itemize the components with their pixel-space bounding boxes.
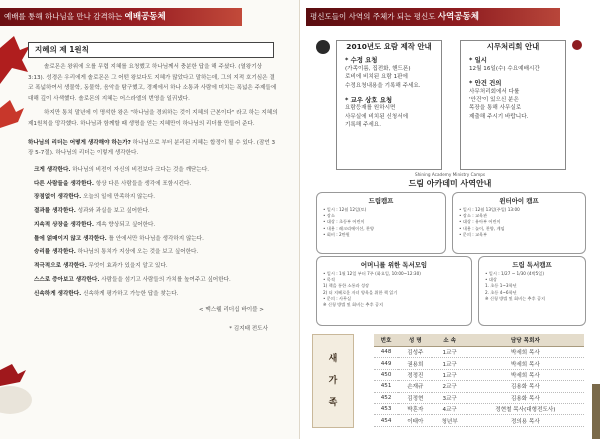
label-char: 새 [328,354,338,364]
article [28,30,280,335]
question-text: 하나님으로 부터 분리된 지혜는 합정이 될 수 있다. (잠언 3장 5-7절). 하나님의 리더는 이렇게 생각한다. [28,139,276,157]
article-source: < 맥스웰 리더십 바이블 > [198,307,264,314]
date-heading: * 일시 [469,56,487,65]
camp-line: • 문의 : 사무실 [323,295,352,301]
circle-decoration [572,40,582,50]
list-item: 승리를 생각한다. 하나님의 통치가 지상에 오는 것을 보고 싶어한다. [34,249,199,256]
camp-line: 1. 초등 1~3학년 [485,283,517,289]
label-char: 가 [328,376,338,386]
camp-line: • 일시 : 12월 12일(토) [323,207,367,212]
camp-line: • 일시 : 1월 12일 부터 7주 (화요일, 10:00~12:30) [323,271,421,276]
business-meeting-box [460,40,566,170]
list-item: 장점없이 생각한다. 오늘의 일에 만족하지 않는다. [34,194,156,201]
list-item: 크게 생각한다. 하나님의 비전이 자신의 비전보다 크다는 것을 깨닫는다. [34,166,210,173]
table-row: 448 김성주 1교구 박세희 목사 [374,347,584,358]
yearbook-notice-box [336,40,442,170]
maple-leaf-decoration [0,28,30,198]
agenda-heading: * 안건 건의 [469,79,502,88]
table-row: 454 이태아 청년부 정의용 목사 [374,415,584,426]
drim-academy-subtitle: Shining Academy Ministry Camps [414,172,486,177]
notice-line: 목장을 통해 사무실로 [469,105,522,112]
table-row: 453 박혼자 4교구 정현철 목사(대형전도사) [374,403,584,414]
camp-line: • 일시 : 12월 13일(주일) 13:00 [459,207,520,212]
mothers-reading-box [316,256,472,326]
table-row: 452 김정현 3교구 김용화 목사 [374,392,584,403]
article-paragraph: 하지만 통치 말년에 이 명석한 왕은 "하나님을 경외하는 것이 지혜의 근본이다" 라고 하는 지혜의 제1원칙을 망각했다. 하나님과 함께할 때 생명을 얻는 지혜만이 하나님의 리더를 만들어 준다. [28,110,278,127]
notice-line: 제출해 주시기 바랍니다. [469,113,529,120]
camp-line: • 대상 [485,277,497,283]
list-item: 적극적으로 생각한다. 무엇이 효과가 있을지 알고 있다. [34,263,168,270]
camp-line: 2. 초등 4~6학년 [485,289,517,295]
camp-line: ※ 신청 방법 및 회비는 추후 공지 [323,302,384,308]
camp-line: 2) 더 지혜로운 자녀 양육을 위한 책 읽기 [323,289,398,295]
column-header: 성 명 [398,334,432,347]
left-header-prefix: 예배를 통해 하나님을 만나 감격하는 [4,12,125,21]
camp-line: • 목적 [323,277,335,283]
table-header-row [374,334,584,347]
new-family-table [374,334,584,427]
right-header-title: 사역공동체 [437,12,479,22]
camp-line: • 내용 : 레크리에이션, 찬양 [323,225,374,231]
drim-academy-title: 드림 아카데미 사역안내 [408,179,492,188]
drim-camp-box [316,192,446,254]
camp-line: • 문의 : 교육부 [459,231,488,237]
camp-line: • 장소 [323,213,335,219]
question-lead: 하나님의 리더는 어떻게 생각해야 하는가? [28,139,131,146]
camp-line: • 대상 : 초등부 어린이 [323,219,365,225]
notice-line: 12월 16일(수) 수요예배시간 [469,65,540,72]
left-header [0,8,242,26]
table-row: 451 손재규 2교구 김용화 목사 [374,381,584,392]
column-header: 소 속 [432,334,466,347]
business-meeting-title: 시무처리회 안내 [486,42,540,51]
table-row: 449 권용희 1교구 박세희 목사 [374,358,584,369]
camp-line: • 회비 : 2만원 [323,231,350,237]
column-header: 담당 목회자 [467,334,584,347]
list-item: 지속적 상장을 생각한다. 계속 향상되고 싶어한다. [34,221,156,228]
list-item: 결과를 생각한다. 성과와 과실을 보고 싶어한다. [34,208,150,215]
leader-thinking-list [28,165,280,300]
drim-camp-title: 드림캠프 [368,197,394,205]
camp-line: • 내용 : 놀이, 찬양, 게임 [459,225,505,231]
notice-line: 사무실에 비치된 신청서에 [345,113,408,120]
winter-camp-title: 윈터아이 캠프 [499,197,539,205]
yearbook-notice-title: 2010년도 요람 제작 안내 [346,42,432,51]
notice-line: 요람등재를 원하시면 [345,105,396,112]
notice-line: 기록해 주세요. [345,122,381,129]
right-header [306,8,560,26]
edit-request-heading: * 수정 요청 [345,56,378,65]
list-item: 스스로 증아보고 생각한다. 사람들을 섬기고 사람들의 가치를 높여주고 싶어한다. [34,277,231,283]
notice-line: 사무처리회에서 다룰 [469,88,520,95]
winter-camp-box [452,192,586,254]
article-question [28,138,280,159]
list-item: 다른 사람들을 생각한다. 항상 다른 사람들을 생각에 포함시킨다. [34,180,192,187]
article-title: 지혜의 제 1원칙 [28,42,274,58]
table-row: 450 정정진 1교구 박세희 목사 [374,369,584,380]
camp-line: • 대상 : 유아부 어린이 [459,219,501,225]
list-item: 신속하게 생각한다. 신속하게 평가하고 가능한 답을 찾는다. [34,290,179,297]
notice-line: 수정요청내용을 기록해 주세요. [345,82,421,89]
reading-camp-title: 드림 독서캠프 [512,261,552,269]
camp-line: • 장소 : 교육관 [459,213,488,219]
article-paragraph: 솔로몬은 왕위에 오를 무렵 지혜를 요청했고 하나님께서 충분한 답을 해 주셨다. (열왕기상 3:13). 성경은 우리에게 솔로몬은 그 어떤 왕보다도 지혜가 많았다고 말하는데, 그의 지적 호기심은 결코 폭넓하여서 생물학, 동물학, 음악을 탐구했고, 경제에서 하나 소통과 사람에 미치는 폭넓은 주제들에 대해 깊이 사색했다. 솔로몬의 지혜는 어스라엘의 번영을 일궈냈다. [28,64,277,102]
camp-line: • 일시 : 1/27 ~ 1/30 (4박5일) [485,271,544,276]
article-author: * 김지태 전도사 [229,325,268,332]
reading-camp-box [478,256,586,326]
right-header-prefix: 평신도들이 사역의 주체가 되는 평신도 [310,12,438,21]
camp-line: ※ 신청 방법 및 회비는 추후 공지 [485,295,546,301]
left-header-title: 예배공동체 [124,12,166,22]
list-item: 틀에 얽매이지 않고 생각한다. 틀 안에서만 하나님을 생각하지 않는다. [34,235,204,242]
teacup-decoration [0,360,40,439]
label-char: 족 [328,398,338,408]
member-request-heading: * 교우 상호 요청 [345,96,393,105]
notice-line: '안건'이 있으신 분은 [469,97,519,104]
camp-line: 1) 책을 통한 소통과 성장 [323,283,370,289]
column-header: 번호 [374,334,398,347]
notice-line: 로비에 비치된 요람 1판에 [345,74,408,81]
circle-decoration [316,40,330,54]
mothers-reading-title: 어머니를 위한 독서모임 [360,261,428,269]
new-family-label [312,334,354,428]
page-edge-bar [592,384,600,439]
notice-line: (가족이름, 집전화, 핸드폰) [345,65,411,72]
